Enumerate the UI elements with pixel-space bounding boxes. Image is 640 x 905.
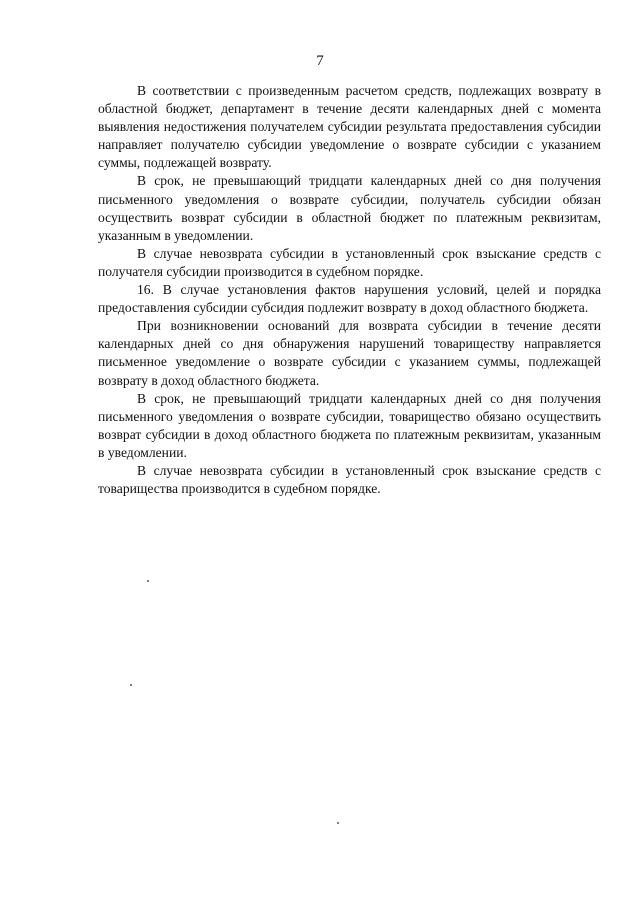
paragraph-item-16: 16. В случае установления фактов нарушения условий, целей и порядка предоставления субсидии субсидия подлежит возврату в доход областного бюджета. — [98, 282, 601, 316]
document-body — [98, 82, 601, 498]
paragraph-recipient-court-recovery: В случае невозврата субсидии в установленный срок взыскание средств с получателя субсидии производится в судебном порядке. — [98, 245, 601, 279]
paragraph-partnership-notice: При возникновении оснований для возврата субсидии в течение десяти календарных дней со дня обнаружения нарушений товариществу направляется письменное уведомление о возврате субсидии с указанием суммы, подлежащей возврату в доход областного бюджета. — [98, 318, 601, 388]
page-number: 7 — [316, 53, 324, 69]
scan-speck — [337, 822, 339, 824]
paragraph-recipient-return-deadline: В срок, не превышающий тридцати календарных дней со дня получения письменного уведомления о возврате субсидии, получатель субсидии обязан осуществить возврат субсидии в областной бюджет по платежным реквизитам, указанным в уведомлении. — [98, 173, 601, 243]
scan-speck — [147, 580, 149, 582]
paragraph-partnership-return-deadline: В срок, не превышающий тридцати календарных дней со дня получения письменного уведомления о возврате субсидии, товарищество обязано осуществить возврат субсидии в доход областного бюджета по платежным реквизитам, указанным в уведомлении. — [98, 390, 601, 460]
paragraph-partnership-court-recovery: В случае невозврата субсидии в установленный срок взыскание средств с товарищества производится в судебном порядке. — [98, 462, 601, 497]
paragraph-calculation-notice: В соответствии с произведенным расчетом средств, подлежащих возврату в областной бюджет, департамент в течение десяти календарных дней с момента выявления недостижения получателем субсидии результата предоставления субсидии направляет получателю субсидии уведомление о возврате субсидии с указанием суммы, подлежащей возврату. — [98, 83, 601, 171]
scan-speck — [130, 684, 132, 686]
